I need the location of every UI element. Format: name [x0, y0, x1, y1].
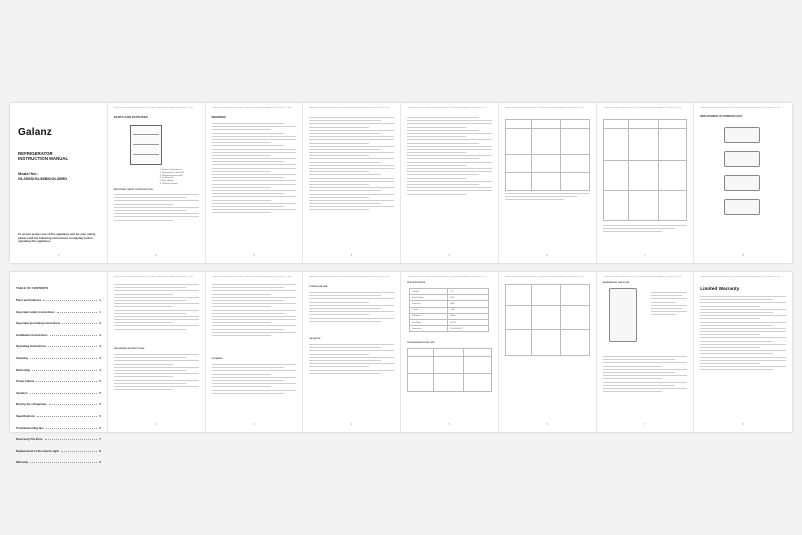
page-parts-features[interactable]	[108, 103, 206, 263]
body-text	[309, 344, 394, 376]
page-header: Galanz GL35S/GL35BK/GL35RD Use and Care Manual August 2018 ENG 0.1 R3	[113, 276, 194, 278]
toc-row[interactable]	[16, 402, 101, 406]
light-figure-2	[724, 151, 760, 167]
toc-label: Vacation	[16, 390, 28, 395]
page-number: 5	[448, 423, 451, 426]
toc-page: 4	[99, 355, 101, 360]
toc-label: Important safety instructions	[16, 309, 55, 314]
light-figure-3	[724, 175, 760, 191]
cover-notice: To ensure proper use of this appliance and for your safety, please read the following instructions completely before operating this appliance.	[18, 232, 96, 244]
page-header: Galanz GL35S/GL35BK/GL35RD Use and Care Manual August 2018 ENG 0.1 R3	[504, 276, 585, 278]
page-header: Galanz GL35S/GL35BK/GL35RD Use and Care Manual August 2018 ENG 0.1 R3	[309, 107, 389, 109]
cover-model	[18, 171, 67, 181]
page-title: REPLACEMENT OF INTERIOR LIGHT	[700, 115, 743, 118]
page-bottom-3[interactable]	[206, 272, 304, 432]
spec-value: 60Hz	[448, 301, 489, 307]
page-header: Galanz GL35S/GL35BK/GL35RD Use and Care Manual August 2018 ENG 0.1 R3	[700, 276, 780, 278]
page-number: 4	[350, 254, 353, 257]
spec-label: Refrigerant	[410, 313, 448, 319]
cover-title-line2: INSTRUCTION MANUAL	[18, 156, 69, 162]
page-number: 3	[253, 254, 255, 257]
page-specifications[interactable]	[401, 272, 499, 432]
toc-page: 5	[99, 402, 101, 407]
body-text	[114, 194, 199, 223]
spec-label: Frequency	[410, 301, 448, 307]
body-text	[309, 117, 394, 213]
top-page-strip	[10, 103, 792, 263]
toc-page: 1	[99, 309, 101, 314]
page-6[interactable]	[499, 103, 597, 263]
page-header: Galanz GL35S/GL35BK/GL35RD Use and Care Manual August 2018 ENG 0.1 R3	[211, 276, 291, 278]
spec-value: 115V	[448, 295, 489, 301]
toc-row[interactable]	[16, 379, 101, 383]
toc-row[interactable]	[16, 321, 101, 325]
toc-row[interactable]	[16, 344, 101, 348]
page-bottom-4[interactable]	[303, 272, 401, 432]
page-table-of-contents[interactable]	[10, 272, 108, 465]
spec-label: Current	[410, 307, 448, 313]
toc-label: Important grounding instructions	[16, 321, 61, 326]
spec-label: Net Weight	[410, 319, 448, 325]
page-title: WARNING	[211, 115, 226, 119]
page-header: Galanz GL35S/GL35BK/GL35RD Use and Care Manual August 2018 ENG 0.1 R3	[700, 107, 780, 109]
page-number: 2	[155, 423, 157, 426]
diagram-shelf	[133, 144, 159, 145]
spec-label: Rated Voltage	[410, 295, 448, 301]
body-text	[407, 117, 492, 197]
toc-page: 5	[99, 390, 101, 395]
page-4[interactable]	[303, 103, 401, 263]
body-text	[309, 292, 394, 324]
page-light-replacement[interactable]	[694, 103, 792, 263]
page-bottom-6[interactable]	[499, 272, 597, 432]
toc-page: 6	[99, 413, 101, 418]
body-text	[603, 225, 688, 235]
brand-logo: Galanz	[18, 127, 52, 138]
diagram-legend	[651, 292, 688, 318]
section-heading-power-failure: POWER FAILURE	[309, 286, 328, 288]
page-header: Galanz GL35S/GL35BK/GL35RD Use and Care Manual August 2018 ENG 0.1 R3	[602, 276, 682, 278]
page-5[interactable]	[401, 103, 499, 263]
parts-list-item: 4. Leveling feet	[159, 177, 174, 180]
parts-list-item: 1. Freezer Compartment	[159, 169, 182, 171]
toc-page: 8	[99, 448, 101, 453]
toc-row[interactable]	[16, 426, 101, 430]
toc-page: 9	[99, 460, 101, 465]
toc-page: 2	[99, 321, 101, 326]
toc-row[interactable]	[16, 310, 101, 314]
toc-label: Reversing The Door	[16, 437, 43, 442]
toc-row[interactable]	[16, 356, 101, 360]
section-heading-troubleshooting: TROUBLESHOOTING TIPS	[407, 342, 435, 344]
toc-page: 5	[99, 379, 101, 384]
body-text	[505, 193, 590, 203]
page-number: 2	[155, 254, 157, 257]
toc-row[interactable]	[16, 391, 101, 395]
toc-list	[16, 298, 101, 472]
toc-page: 6	[99, 425, 101, 430]
parts-list-item: 2. Temperature control dial	[159, 171, 184, 174]
toc-label: Defrosting	[16, 367, 30, 372]
toc-row[interactable]	[16, 298, 101, 302]
section-heading-cleaning: CLEANING	[211, 358, 223, 360]
page-number: 7	[644, 254, 646, 257]
diagram-shelf	[133, 154, 159, 155]
light-figure-4	[724, 199, 760, 215]
page-number: 5	[448, 254, 451, 257]
body-text	[114, 354, 199, 392]
body-text	[114, 284, 199, 332]
toc-row[interactable]	[16, 414, 101, 418]
toc-label: Cleaning	[16, 355, 28, 360]
troubleshooting-table-continued	[603, 119, 688, 221]
toc-row[interactable]	[16, 460, 101, 464]
toc-label: Specifications	[16, 413, 35, 418]
spec-value: 44.1 lb	[448, 319, 489, 325]
model-numbers: GL35SS/GL35BK/GL35RD	[18, 176, 68, 182]
page-number: 1	[58, 254, 60, 257]
section-heading-vacation: VACATION	[309, 338, 321, 340]
spec-value: R600a	[448, 313, 489, 319]
parts-list-item: 6. Tall bottle storage	[159, 182, 178, 185]
body-text	[212, 364, 297, 396]
refrigerator-diagram	[130, 125, 162, 165]
page-number: 7	[644, 423, 646, 426]
page-header: Galanz GL35S/GL35BK/GL35RD Use and Care Manual August 2018 ENG 0.1 R3	[113, 107, 194, 109]
toc-row[interactable]	[16, 333, 101, 337]
toc-label: Operating Instructions	[16, 344, 46, 349]
section-heading-grounding: GROUNDING INSTRUCTIONS	[113, 348, 145, 350]
bottom-page-strip	[10, 272, 792, 465]
toc-page: 3	[99, 332, 101, 337]
page-number: 8	[742, 423, 744, 426]
page-header: Galanz GL35S/GL35BK/GL35RD Use and Care Manual August 2018 ENG 0.1 R3	[211, 107, 291, 109]
page-limited-warranty[interactable]	[694, 272, 792, 432]
page-number: 6	[546, 254, 548, 257]
body-text	[603, 356, 688, 394]
toc-label: Warranty	[16, 460, 29, 465]
spec-value: 18.6x19.4x33.5	[448, 326, 489, 332]
toc-label: Power Failure	[16, 379, 35, 384]
page-bottom-2[interactable]	[108, 272, 206, 432]
toc-page: 4	[99, 367, 101, 372]
page-header: Galanz GL35S/GL35BK/GL35RD Use and Care Manual August 2018 ENG 0.1 R3	[407, 276, 487, 278]
parts-list-item: 3. Refrigerator glass shelf	[159, 174, 183, 177]
body-text	[212, 123, 297, 215]
toc-page: 3	[99, 344, 101, 349]
safety-heading: IMPORTANT SAFETY INSTRUCTIONS	[113, 189, 153, 191]
toc-label: Troubleshooting tips	[16, 425, 44, 430]
page-number: 3	[253, 423, 255, 426]
page-header: Galanz GL35S/GL35BK/GL35RD Use and Care Manual August 2018 ENG 0.1 R3	[407, 107, 487, 109]
troubleshooting-table-continued	[505, 284, 590, 356]
warranty-title: Limited Warranty	[700, 287, 740, 292]
toc-page: 7	[99, 437, 101, 442]
toc-title: TABLE OF CONTENTS	[16, 286, 49, 290]
troubleshooting-table	[407, 348, 492, 392]
toc-label: Installation Instructions	[16, 332, 48, 337]
page-header: Galanz GL35S/GL35BK/GL35RD Use and Care Manual August 2018 ENG 0.1 R3	[504, 107, 585, 109]
toc-row[interactable]	[16, 368, 101, 372]
toc-row[interactable]	[16, 437, 101, 441]
page-number: 8	[742, 254, 744, 257]
page-title: PARTS AND FEATURES	[113, 115, 148, 119]
troubleshooting-table	[505, 119, 590, 191]
page-7[interactable]	[597, 103, 695, 263]
spec-row	[410, 326, 489, 332]
spec-value: 3.5	[448, 289, 489, 295]
body-text	[700, 296, 786, 373]
page-title: ASSEMBLING THE DOOR	[602, 282, 630, 284]
toc-label: Parts and Features	[16, 298, 42, 302]
spec-label: Capacity	[410, 289, 448, 295]
page-number: 6	[546, 423, 548, 426]
door-exploded-diagram	[609, 288, 637, 342]
page-warning[interactable]	[206, 103, 304, 263]
light-figure-1	[724, 127, 760, 143]
toc-label: Moving the refrigerator	[16, 402, 47, 407]
cover-title-line1: REFRIGERATOR	[18, 151, 53, 156]
page-assembling-door[interactable]	[597, 272, 695, 432]
page-header: Galanz GL35S/GL35BK/GL35RD Use and Care Manual August 2018 ENG 0.1 R3	[602, 107, 682, 109]
parts-list	[160, 169, 184, 186]
cover-title	[18, 151, 68, 162]
cover-page[interactable]	[10, 103, 108, 263]
toc-row[interactable]	[16, 449, 101, 453]
specifications-table	[409, 288, 489, 332]
body-text	[212, 284, 297, 338]
toc-page: 1	[99, 298, 101, 302]
page-title: SPECIFICATIONS	[407, 282, 426, 284]
spec-label: Dimensions	[410, 326, 448, 332]
page-number: 4	[350, 423, 353, 426]
page-header: Galanz GL35S/GL35BK/GL35RD Use and Care Manual August 2018 ENG 0.1 R3	[309, 276, 389, 278]
toc-label: Replacement of the interior light	[16, 448, 59, 453]
parts-list-item: 5. Door shelves	[159, 180, 174, 183]
diagram-shelf	[133, 134, 159, 135]
model-label: Model No.:	[18, 171, 39, 176]
spec-value: 1.2A	[448, 307, 489, 313]
